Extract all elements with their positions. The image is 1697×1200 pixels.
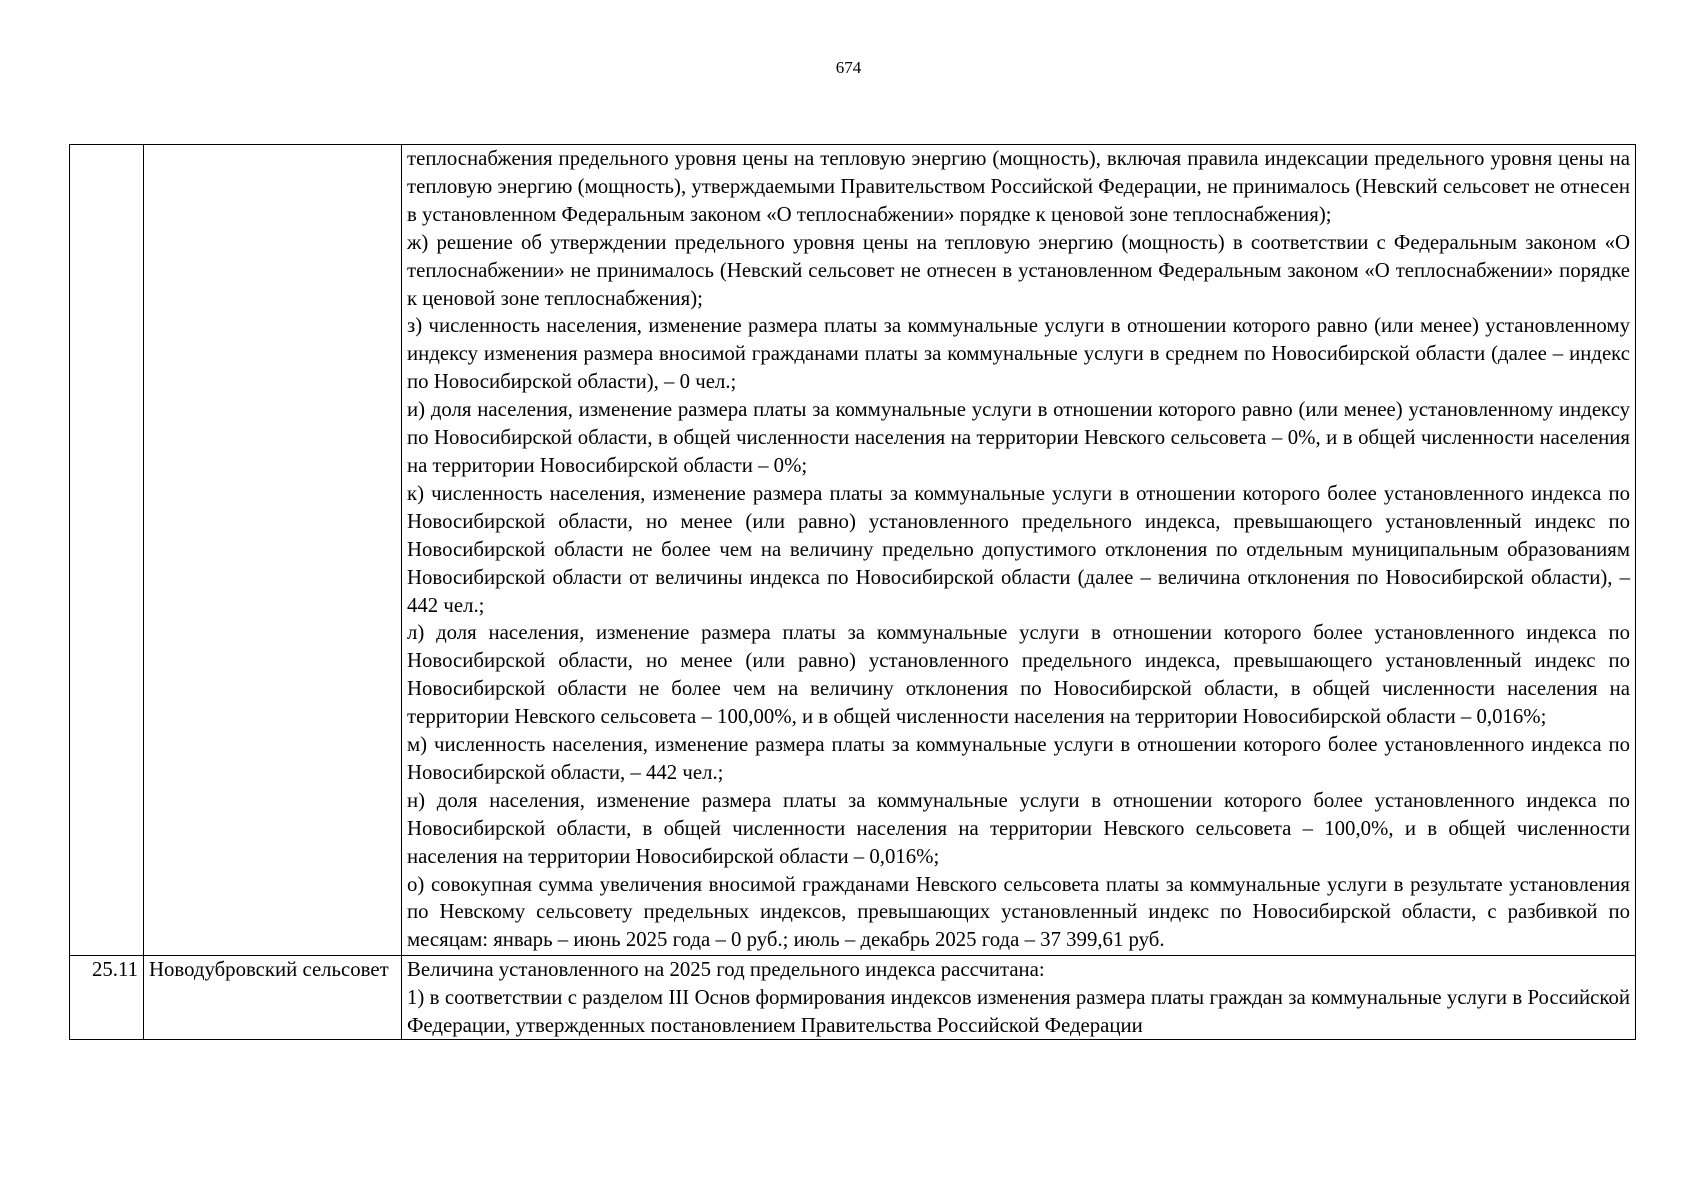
document-table [69,144,1636,1040]
paragraph: л) доля населения, изменение размера платы за коммунальные услуги в отношении которого более установленного индекса по Новосибирской области, но менее (или равно) установленного предельного индекса, превышающего установленный индекс по Новосибирской области не более чем на величину отклонения по Новосибирской области, в общей численности населения на территории Невского сельсовета – 100,00%, и в общей численности населения на территории Новосибирской области – 0,016%; [407,621,1630,729]
paragraph: м) численность населения, изменение размера платы за коммунальные услуги в отношении которого более установленного индекса по Новосибирской области, – 442 чел.; [407,733,1630,784]
row-number-cell [70,145,144,956]
row-text-clip [407,956,1630,1039]
paragraph: теплоснабжения предельного уровня цены на тепловую энергию (мощность), включая правила индексации предельного уровня цены на тепловую энергию (мощность), утверждаемыми Правительством Российской Федерации, не принималось (Невский сельсовет не отнесен в установленном Федеральным законом «О теплоснабжении» порядке к ценовой зоне теплоснабжения); [407,147,1630,226]
row-name-cell [144,145,402,956]
paragraph: 1) в соответствии с разделом III Основ формирования индексов изменения размера платы граждан за коммунальные услуги в Российской Федерации, утвержденных постановлением Правительства Российской Федерации [407,986,1630,1038]
row-name-cell: Новодубровский сельсовет [144,956,402,1040]
paragraph: н) доля населения, изменение размера платы за коммунальные услуги в отношении которого более установленного индекса по Новосибирской области, в общей численности населения на территории Невского сельсовета – 100,0%, и в общей численности населения на территории Новосибирской области – 0,016%; [407,788,1630,868]
table-row [70,145,1636,956]
paragraph: и) доля населения, изменение размера платы за коммунальные услуги в отношении которого равно (или менее) установленному индексу по Новосибирской области, в общей численности населения на территории Невского сельсовета – 0%, и в общей численности населения на территории Новосибирской области – 0%; [407,398,1630,477]
row-text-cell [402,956,1636,1040]
paragraph: о) совокупная сумма увеличения вносимой гражданами Невского сельсовета платы за коммунальные услуги в результате установления по Невскому сельсовету предельных индексов, превышающих установленный индекс по Новосибирской области, с разбивкой по месяцам: январь – июнь 2025 года – 0 руб.; июль – декабрь 2025 года – 37 399,61 руб. [407,872,1630,952]
row-number-cell: 25.11 [70,956,144,1040]
row-text-cell [402,145,1636,956]
paragraph: к) численность населения, изменение размера платы за коммунальные услуги в отношении которого более установленного индекса по Новосибирской области, но менее (или равно) установленного предельного индекса, превышающего установленный индекс по Новосибирской области не более чем на величину предельно допустимого отклонения по отдельным муниципальным образованиям Новосибирской области от величины индекса по Новосибирской области (далее – величина отклонения по Новосибирской области), – 442 чел.; [407,481,1630,617]
table-row [70,956,1636,1040]
page-number: 674 [835,58,862,77]
paragraph: Величина установленного на 2025 год предельного индекса рассчитана: [407,958,1045,982]
paragraph: з) численность населения, изменение размера платы за коммунальные услуги в отношении которого равно (или менее) установленному индексу изменения размера вносимой гражданами платы за коммунальные услуги в среднем по Новосибирской области (далее – индекс по Новосибирской области), – 0 чел.; [407,314,1630,394]
paragraph: ж) решение об утверждении предельного уровня цены на тепловую энергию (мощность) в соответствии с Федеральным законом «О теплоснабжении» не принималось (Невский сельсовет не отнесен в установленном Федеральным законом «О теплоснабжении» порядке к ценовой зоне теплоснабжения); [407,230,1630,310]
